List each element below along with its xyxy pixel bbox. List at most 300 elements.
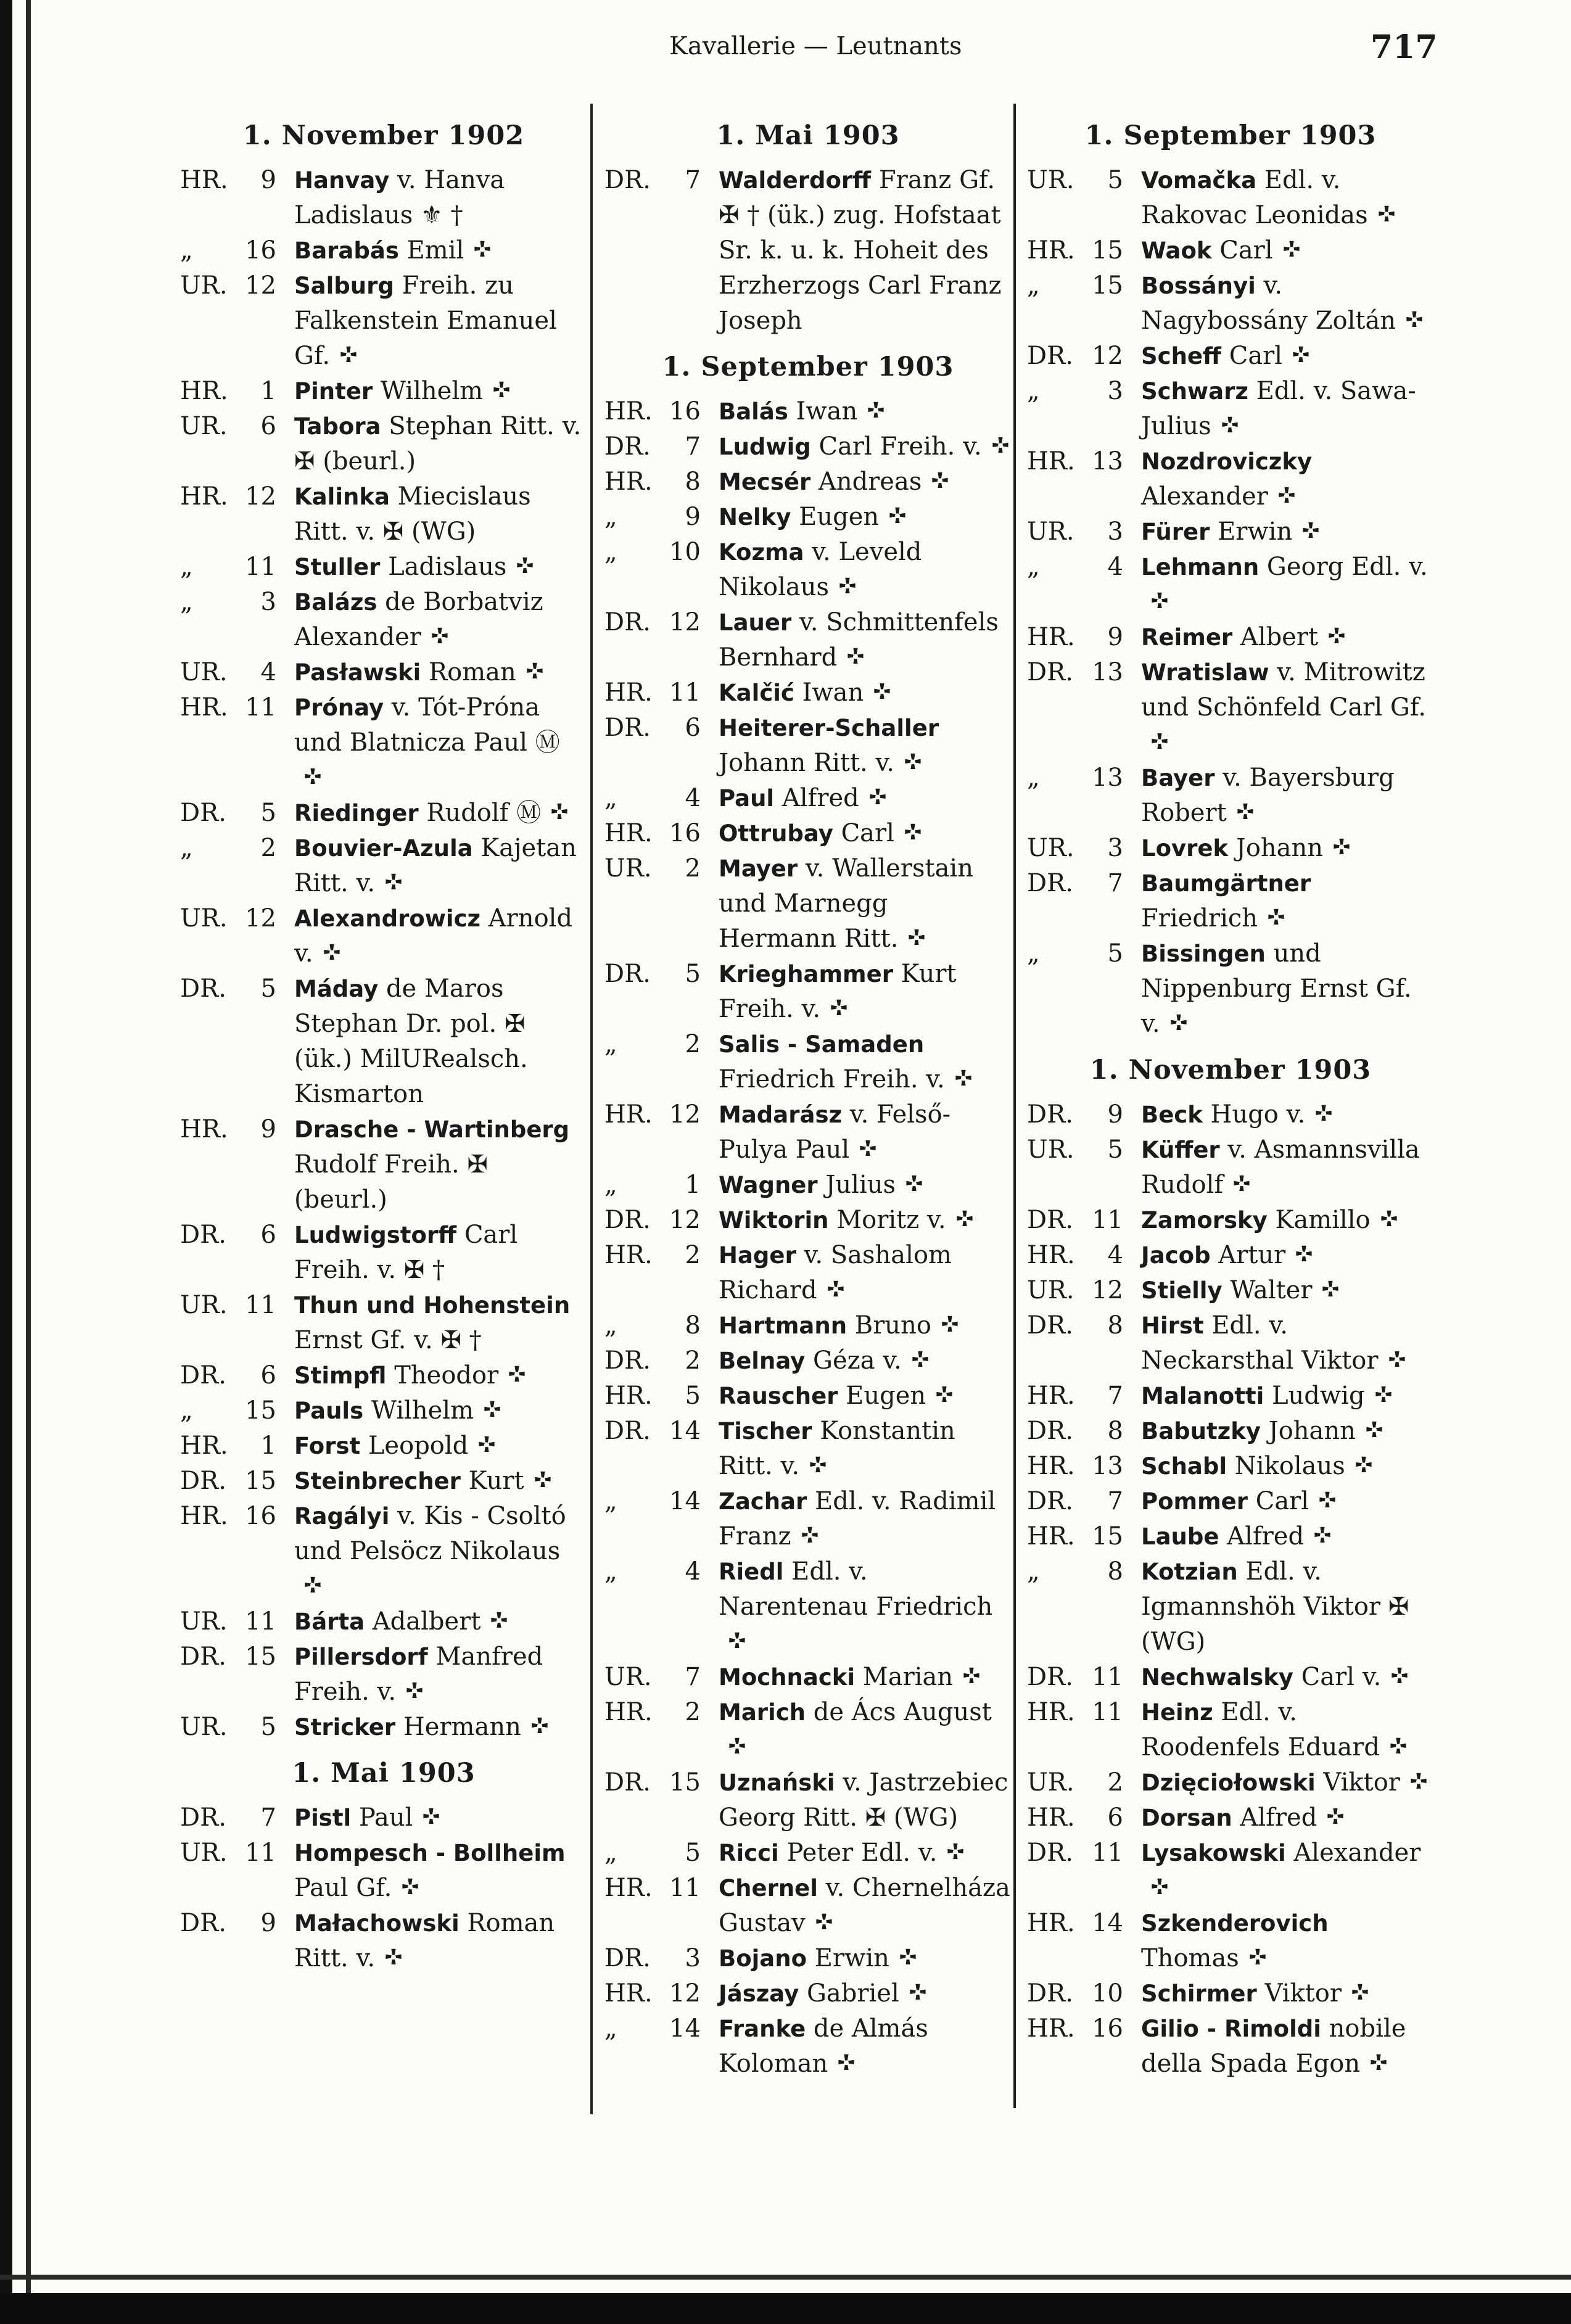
regiment-number: 11 — [1092, 1663, 1123, 1691]
regiment-type: UR. — [180, 271, 228, 300]
regiment-number: 11 — [1092, 1698, 1123, 1726]
list-item — [604, 781, 1012, 816]
regiment-number: 3 — [260, 588, 276, 616]
surname: Małachowski — [294, 1910, 460, 1937]
surname: Walderdorff — [719, 167, 872, 194]
list-item — [180, 479, 587, 550]
regiment-number: 4 — [1107, 1241, 1123, 1269]
surname: Drasche - Wartinberg — [294, 1116, 570, 1143]
surname: Kotzian — [1141, 1559, 1238, 1585]
military-cross-icon — [1293, 1245, 1315, 1267]
column-divider — [590, 104, 593, 2114]
given-name-title: Eugen — [838, 1382, 926, 1410]
regiment-number: 8 — [685, 468, 701, 496]
military-cross-icon — [548, 802, 571, 825]
regiment-number: 14 — [669, 2014, 701, 2043]
regiment-type: HR. — [1027, 447, 1075, 476]
given-name-title: de Borbatviz Alexander — [294, 588, 543, 651]
given-name-title: v. Leveld Nikolaus — [719, 538, 922, 601]
surname: Paul — [719, 785, 775, 812]
regiment-number: 9 — [260, 1909, 276, 1937]
regiment-number: 1 — [685, 1171, 701, 1199]
regiment-number: 5 — [1107, 1135, 1123, 1164]
regiment-type: „ — [604, 1557, 617, 1586]
regiment-number: 14 — [1092, 1909, 1123, 1937]
given-name-title: Carl — [1211, 236, 1273, 265]
given-name-title: Thomas — [1141, 1944, 1239, 1972]
military-cross-icon — [902, 752, 924, 775]
regiment-type: HR. — [1027, 1382, 1075, 1410]
surname: Reimer — [1141, 624, 1233, 651]
list-item — [604, 1238, 1012, 1308]
regiment-type: „ — [1027, 271, 1040, 300]
surname: Malanotti — [1141, 1383, 1264, 1409]
military-cross-icon — [909, 1350, 931, 1372]
section-heading: 1. November 1902 — [242, 120, 525, 151]
regiment-type: HR. — [604, 1979, 653, 2008]
military-cross-icon — [420, 1807, 442, 1829]
scan-edge-line — [0, 2275, 1571, 2280]
given-name-title: Rudolf Freih. ✠ (beurl.) — [294, 1150, 488, 1214]
surname: Wiktorin — [719, 1207, 829, 1234]
regiment-number: 15 — [245, 1467, 276, 1495]
given-name-title: Edl. v. Igmannshöh Viktor ✠ (WG) — [1141, 1557, 1409, 1656]
regiment-number: 7 — [685, 166, 701, 194]
military-cross-icon — [1276, 486, 1298, 508]
military-cross-icon — [529, 1716, 551, 1739]
surname: Bárta — [294, 1609, 365, 1635]
military-cross-icon — [929, 471, 951, 493]
surname: Jászay — [719, 1980, 799, 2007]
surname: Heiterer-Schaller — [719, 715, 939, 741]
regiment-number: 2 — [685, 1241, 701, 1269]
list-item — [604, 2011, 1012, 2082]
surname: Gilio - Rimoldi — [1141, 2016, 1321, 2042]
list-item — [604, 711, 1012, 781]
military-cross-icon — [903, 1174, 925, 1197]
military-cross-icon — [944, 1842, 967, 1865]
surname: Rauscher — [719, 1383, 838, 1409]
military-cross-icon — [1313, 1104, 1335, 1126]
regiment-number: 15 — [245, 1396, 276, 1425]
military-cross-icon — [799, 1526, 821, 1548]
list-item — [1027, 866, 1434, 936]
given-name-title: Emil — [398, 236, 464, 265]
regiment-type: DR. — [1027, 1417, 1073, 1445]
surname: Babutzky — [1141, 1418, 1261, 1444]
regiment-type: HR. — [1027, 1241, 1075, 1269]
column-2 — [604, 117, 1012, 2153]
list-item — [1027, 339, 1434, 374]
regiment-type: „ — [180, 1396, 193, 1425]
regiment-number: 8 — [1107, 1557, 1123, 1586]
list-item — [604, 957, 1012, 1027]
military-cross-icon — [429, 627, 451, 649]
regiment-type: UR. — [180, 412, 228, 440]
regiment-type: HR. — [1027, 1522, 1075, 1551]
regiment-type: DR. — [180, 1909, 226, 1937]
given-name-title: v. Kis - Csoltó und Pelsöcz Nikolaus — [294, 1502, 566, 1565]
list-item — [604, 163, 1012, 339]
regiment-type: UR. — [180, 1291, 228, 1319]
list-item — [1027, 163, 1434, 233]
surname: Pistl — [294, 1805, 352, 1831]
list-item — [604, 1414, 1012, 1484]
surname: Alexandrowicz — [294, 905, 481, 932]
given-name-title: Alexander — [1285, 1839, 1421, 1867]
military-cross-icon — [828, 999, 850, 1021]
regiment-type: HR. — [1027, 1803, 1075, 1832]
military-cross-icon — [476, 1435, 498, 1457]
regiment-type: „ — [1027, 377, 1040, 405]
given-name-title: Alfred — [1219, 1522, 1305, 1551]
military-cross-icon — [532, 1470, 554, 1493]
military-cross-icon — [867, 788, 889, 810]
regiment-type: DR. — [1027, 1100, 1073, 1129]
military-cross-icon — [1234, 802, 1256, 825]
list-item — [1027, 1308, 1434, 1378]
regiment-number: 15 — [1092, 271, 1123, 300]
military-cross-icon — [302, 1576, 324, 1598]
regiment-number: 5 — [260, 1713, 276, 1741]
regiment-number: 7 — [1107, 1487, 1123, 1515]
given-name-title: Stephan Ritt. v. ✠ (beurl.) — [294, 412, 582, 476]
list-item — [1027, 233, 1434, 268]
regiment-type: „ — [180, 236, 193, 265]
list-item — [1027, 620, 1434, 655]
regiment-number: 9 — [260, 1115, 276, 1143]
surname: Hanvay — [294, 167, 390, 194]
military-cross-icon — [1300, 521, 1322, 543]
military-cross-icon — [524, 662, 546, 684]
given-name-title: Konstantin Ritt. v. — [719, 1417, 955, 1480]
given-name-title: Bruno — [847, 1311, 931, 1340]
regiment-type: DR. — [1027, 658, 1073, 686]
given-name-title: v. Felső-Pulya Paul — [719, 1100, 951, 1164]
list-item — [180, 1218, 587, 1288]
regiment-number: 13 — [1092, 1452, 1123, 1480]
given-name-title: Erwin — [1210, 517, 1293, 546]
regiment-number: 5 — [685, 1382, 701, 1410]
list-item — [604, 1660, 1012, 1695]
section-heading: 1. November 1903 — [1089, 1055, 1372, 1086]
surname: Laube — [1141, 1523, 1219, 1550]
regiment-type: HR. — [604, 819, 653, 847]
regiment-number: 16 — [669, 819, 701, 847]
list-item — [180, 831, 587, 901]
surname: Riedl — [719, 1559, 784, 1585]
given-name-title: Georg Edl. v. — [1259, 553, 1428, 581]
regiment-number: 13 — [1092, 658, 1123, 686]
surname: Hompesch - Bollheim — [294, 1840, 566, 1866]
surname: Prónay — [294, 694, 384, 721]
regiment-number: 12 — [245, 271, 276, 300]
surname: Wratislaw — [1141, 659, 1269, 686]
military-cross-icon — [1148, 732, 1171, 754]
regiment-number: 9 — [1107, 1100, 1123, 1129]
military-cross-icon — [1280, 240, 1303, 262]
military-cross-icon — [1387, 1737, 1409, 1759]
military-cross-icon — [382, 1948, 405, 1970]
surname: Lauer — [719, 609, 792, 636]
list-item — [180, 655, 587, 690]
regiment-number: 6 — [260, 1221, 276, 1249]
given-name-title: Iwan — [794, 678, 864, 707]
military-cross-icon — [1148, 1877, 1171, 1900]
list-item — [180, 1358, 587, 1393]
military-cross-icon — [939, 1315, 961, 1337]
military-cross-icon — [471, 240, 493, 262]
list-item — [1027, 550, 1434, 620]
surname: Baumgärtner — [1141, 870, 1311, 897]
regiment-number: 2 — [685, 1698, 701, 1726]
list-item — [1027, 444, 1434, 514]
military-cross-icon — [1375, 205, 1398, 227]
regiment-number: 2 — [685, 854, 701, 883]
given-name-title: Wilhelm — [373, 377, 484, 405]
surname: Thun und Hohenstein — [294, 1292, 571, 1319]
regiment-type: „ — [1027, 939, 1040, 968]
military-cross-icon — [1265, 908, 1287, 930]
section-heading: 1. September 1903 — [1084, 120, 1377, 151]
given-name-title: Carl v. — [1293, 1663, 1382, 1691]
military-cross-icon — [857, 1139, 879, 1161]
given-name-title: Paul Gf. — [294, 1874, 392, 1902]
list-item — [1027, 1765, 1434, 1800]
given-name-title: Wilhelm — [363, 1396, 474, 1425]
regiment-type: HR. — [180, 1432, 228, 1460]
list-item — [604, 1378, 1012, 1414]
list-item — [180, 690, 587, 796]
surname: Máday — [294, 976, 379, 1002]
list-item — [604, 429, 1012, 464]
surname: Steinbrecher — [294, 1468, 461, 1494]
given-name-title: Johann Ritt. v. — [719, 749, 895, 777]
list-item — [604, 675, 1012, 711]
regiment-type: DR. — [604, 432, 651, 461]
column-1 — [180, 117, 587, 2153]
regiment-type: „ — [1027, 1557, 1040, 1586]
military-cross-icon — [1372, 1385, 1395, 1407]
surname: Mochnacki — [719, 1664, 856, 1691]
surname: Nechwalsky — [1141, 1664, 1293, 1691]
regiment-type: UR. — [180, 1713, 228, 1741]
military-cross-icon — [1367, 2053, 1390, 2075]
regiment-number: 12 — [245, 904, 276, 933]
military-cross-icon — [481, 1400, 503, 1422]
regiment-type: HR. — [1027, 2014, 1075, 2043]
given-name-title: v. Mitrowitz und Schönfeld Carl Gf. — [1141, 658, 1426, 722]
list-item — [1027, 831, 1434, 866]
surname: Mayer — [719, 855, 798, 882]
list-item — [604, 1976, 1012, 2011]
regiment-type: HR. — [604, 397, 653, 426]
list-item — [180, 1604, 587, 1639]
surname: Barabás — [294, 237, 399, 264]
scan-edge-line — [26, 0, 31, 2324]
regiment-number: 13 — [1092, 764, 1123, 792]
military-cross-icon — [954, 1209, 976, 1232]
regiment-type: HR. — [1027, 623, 1075, 651]
regiment-number: 5 — [1107, 939, 1123, 968]
regiment-type: DR. — [604, 1206, 651, 1234]
regiment-number: 1 — [260, 377, 276, 405]
list-item — [180, 233, 587, 268]
surname: Tabora — [294, 413, 381, 440]
surname: Bayer — [1141, 765, 1215, 791]
military-cross-icon — [399, 1877, 421, 1900]
given-name-title: Nikolaus — [1227, 1452, 1345, 1480]
list-item — [604, 394, 1012, 429]
regiment-number: 5 — [260, 799, 276, 827]
regiment-number: 2 — [260, 834, 276, 862]
given-name-title: Paul — [351, 1803, 413, 1832]
surname: Waok — [1141, 237, 1212, 264]
military-cross-icon — [1408, 1772, 1430, 1794]
given-name-title: Viktor — [1315, 1768, 1400, 1797]
regiment-type: „ — [604, 2014, 617, 2043]
given-name-title: Kajetan Ritt. v. — [294, 834, 577, 897]
surname: Salis - Samaden — [719, 1031, 925, 1058]
given-name-title: v. Chernelháza Gustav — [719, 1874, 1010, 1937]
list-item — [1027, 1238, 1434, 1273]
military-cross-icon — [960, 1667, 983, 1689]
given-name-title: Edl. v. Rakovac Leonidas — [1141, 166, 1368, 229]
list-item — [180, 585, 587, 655]
list-item — [604, 1695, 1012, 1765]
military-cross-icon — [989, 436, 1012, 458]
surname: Madarász — [719, 1102, 843, 1128]
regiment-type: UR. — [604, 1663, 652, 1691]
regiment-number: 11 — [245, 693, 276, 722]
regiment-type: DR. — [604, 166, 651, 194]
regiment-number: 12 — [669, 1979, 701, 2008]
surname: Uznański — [719, 1770, 835, 1796]
military-cross-icon — [1231, 1174, 1253, 1197]
regiment-number: 15 — [245, 1642, 276, 1671]
list-item — [1027, 655, 1434, 760]
regiment-type: UR. — [1027, 1768, 1074, 1797]
military-cross-icon — [825, 1280, 847, 1302]
regiment-number: 10 — [1092, 1979, 1123, 2008]
regiment-type: „ — [180, 553, 193, 581]
regiment-type: HR. — [604, 678, 653, 707]
military-cross-icon — [1290, 345, 1312, 368]
regiment-number: 2 — [685, 1346, 701, 1375]
given-name-title: Edl. v. Sawa-Julius — [1141, 377, 1416, 440]
regiment-type: HR. — [604, 1100, 653, 1129]
given-name-title: Moritz v. — [828, 1206, 946, 1234]
list-item — [180, 1800, 587, 1836]
given-name-title: Arnold v. — [294, 904, 573, 968]
military-cross-icon — [382, 873, 405, 895]
surname: Stimpfl — [294, 1362, 387, 1389]
list-item — [180, 1836, 587, 1906]
regiment-type: „ — [604, 1030, 617, 1058]
list-item — [604, 1027, 1012, 1097]
regiment-number: 14 — [669, 1487, 701, 1515]
regiment-number: 11 — [245, 553, 276, 581]
military-cross-icon — [835, 2053, 857, 2075]
scan-edge-bottom — [0, 2293, 1571, 2324]
surname: Chernel — [719, 1875, 818, 1902]
given-name-title: v. Nagybossány Zoltán — [1141, 271, 1396, 335]
surname: Heinz — [1141, 1699, 1213, 1726]
list-item — [1027, 936, 1434, 1042]
regiment-type: HR. — [1027, 1452, 1075, 1480]
regiment-number: 4 — [685, 1557, 701, 1586]
regiment-type: DR. — [1027, 1839, 1073, 1867]
regiment-number: 8 — [685, 1311, 701, 1340]
surname: Schirmer — [1141, 1980, 1257, 2007]
surname: Pommer — [1141, 1488, 1248, 1515]
list-item — [180, 1499, 587, 1604]
regiment-type: HR. — [604, 1241, 653, 1269]
surname: Lovrek — [1141, 835, 1229, 862]
military-cross-icon — [807, 1456, 829, 1478]
given-name-title: Walter — [1222, 1276, 1313, 1304]
list-item — [1027, 1484, 1434, 1519]
given-name-title: Carl — [833, 819, 894, 847]
given-name-title: Miecislaus Ritt. v. ✠ (WG) — [294, 482, 531, 546]
military-cross-icon — [902, 823, 924, 845]
given-name-title: Eugen — [791, 503, 880, 531]
list-item — [180, 1710, 587, 1745]
regiment-type: DR. — [1027, 869, 1073, 897]
surname: Lysakowski — [1141, 1840, 1286, 1866]
given-name-title: und Nippenburg Ernst Gf. v. — [1141, 939, 1412, 1038]
regiment-number: 12 — [245, 482, 276, 511]
regiment-type: UR. — [1027, 166, 1074, 194]
regiment-number: 16 — [245, 1502, 276, 1530]
regiment-number: 3 — [1107, 377, 1123, 405]
regiment-type: „ — [604, 784, 617, 812]
regiment-type: HR. — [180, 377, 228, 405]
regiment-number: 4 — [260, 658, 276, 686]
surname: Ludwigstorff — [294, 1222, 457, 1248]
military-cross-icon — [1148, 591, 1171, 614]
regiment-number: 8 — [1107, 1311, 1123, 1340]
regiment-number: 6 — [685, 714, 701, 742]
regiment-number: 8 — [1107, 1417, 1123, 1445]
list-item — [604, 1871, 1012, 1941]
surname: Fürer — [1141, 519, 1210, 545]
list-item — [1027, 1519, 1434, 1554]
regiment-number: 2 — [1107, 1768, 1123, 1797]
regiment-number: 6 — [260, 412, 276, 440]
given-name-title: v. Wallerstain und Marnegg Hermann Ritt. — [719, 854, 973, 953]
given-name-title: Kurt — [460, 1467, 524, 1495]
regiment-number: 13 — [1092, 447, 1123, 476]
military-cross-icon — [844, 647, 867, 669]
military-cross-icon — [726, 1737, 748, 1759]
regiment-number: 5 — [1107, 166, 1123, 194]
given-name-title: Theodor — [386, 1361, 499, 1390]
military-cross-icon — [726, 1631, 748, 1654]
military-cross-icon — [1378, 1209, 1400, 1232]
regiment-type: DR. — [1027, 342, 1073, 370]
military-cross-icon — [1403, 310, 1425, 332]
surname: Stielly — [1141, 1277, 1223, 1304]
regiment-number: 4 — [685, 784, 701, 812]
given-name-title: Alfred — [1232, 1803, 1317, 1832]
surname: Ottrubay — [719, 820, 833, 847]
regiment-type: DR. — [180, 1467, 226, 1495]
given-name-title: Alexander — [1141, 482, 1268, 511]
given-name-title: Freih. zu Falkenstein Emanuel Gf. — [294, 271, 557, 370]
given-name-title: de Ács August — [806, 1698, 992, 1726]
regiment-type: HR. — [604, 1698, 653, 1726]
